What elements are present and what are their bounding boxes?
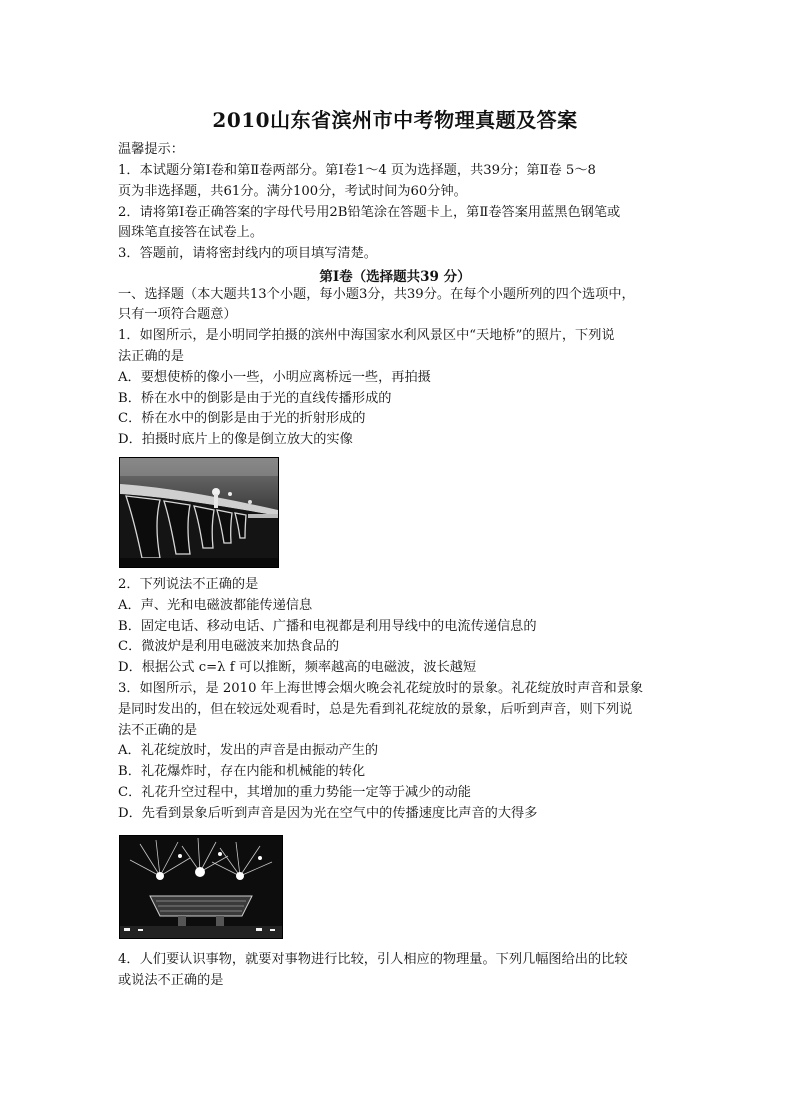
- tips-line: 3．答题前，请将密封线内的项目填写清楚。: [118, 246, 377, 261]
- q1-option-c: C．桥在水中的倒影是由于光的折射形成的: [118, 411, 366, 426]
- q2-option-c: C．微波炉是利用电磁波来加热食品的: [118, 639, 340, 654]
- q3-option-a: A．礼花绽放时，发出的声音是由振动产生的: [118, 743, 379, 758]
- q1-stem: 法正确的是: [118, 349, 184, 364]
- tips-line: 圆珠笔直接答在试卷上。: [118, 225, 264, 240]
- q3-option-c: C．礼花升空过程中，其增加的重力势能一定等于减少的动能: [118, 785, 471, 800]
- q1-stem: 1．如图所示，是小明同学拍摄的滨州中海国家水利风景区中“天地桥”的照片，下列说: [118, 328, 615, 343]
- q3-option-d: D．先看到景象后听到声音是因为光在空气中的传播速度比声音的大得多: [118, 806, 538, 821]
- q4-stem: 或说法不正确的是: [118, 973, 224, 988]
- tips-line: 1．本试题分第Ⅰ卷和第Ⅱ卷两部分。第Ⅰ卷1～4 页为选择题，共39分；第Ⅱ卷 5～8: [118, 163, 596, 178]
- tips-heading: 温馨提示：: [118, 142, 184, 157]
- tips-line: 2．请将第Ⅰ卷正确答案的字母代号用2B铅笔涂在答题卡上，第Ⅱ卷答案用蓝黑色钢笔或: [118, 205, 621, 220]
- q3-stem: 3．如图所示，是 2010 年上海世博会烟火晚会礼花绽放时的景象。礼花绽放时声音和景象: [118, 681, 644, 696]
- q1-option-d: D．拍摄时底片上的像是倒立放大的实像: [118, 432, 353, 447]
- q3-stem: 法不正确的是: [118, 723, 198, 738]
- q3-option-b: B．礼花爆炸时，存在内能和机械能的转化: [118, 764, 366, 779]
- section-title: 第Ⅰ卷（选择题共39 分）: [319, 269, 471, 285]
- fireworks-photo: [119, 835, 283, 939]
- document-title: 2010山东省滨州市中考物理真题及答案: [212, 108, 578, 132]
- q2-option-a: A．声、光和电磁波都能传递信息: [118, 598, 313, 613]
- q4-stem: 4．人们要认识事物，就要对事物进行比较，引人相应的物理量。下列几幅图给出的比较: [118, 952, 628, 967]
- q2-option-b: B．固定电话、移动电话、广播和电视都是利用导线中的电流传递信息的: [118, 619, 537, 634]
- instructions-line: 一、选择题（本大题共13个小题，每小题3分，共39分。在每个小题所列的四个选项中，: [118, 287, 635, 302]
- q1-option-b: B．桥在水中的倒影是由于光的直线传播形成的: [118, 391, 392, 406]
- q1-option-a: A．要想使桥的像小一些，小明应离桥远一些，再拍摄: [118, 370, 431, 385]
- q2-option-d: D．根据公式 c=λ f 可以推断，频率越高的电磁波，波长越短: [118, 660, 477, 675]
- q2-stem: 2．下列说法不正确的是: [118, 577, 259, 592]
- tips-line: 页为非选择题，共61分。满分100分，考试时间为60分钟。: [118, 184, 467, 199]
- q3-stem: 是同时发出的，但在较远处观看时，总是先看到礼花绽放的景象，后听到声音，则下列说: [118, 702, 633, 717]
- bridge-photo: [119, 457, 279, 568]
- instructions-line: 只有一项符合题意）: [118, 307, 237, 322]
